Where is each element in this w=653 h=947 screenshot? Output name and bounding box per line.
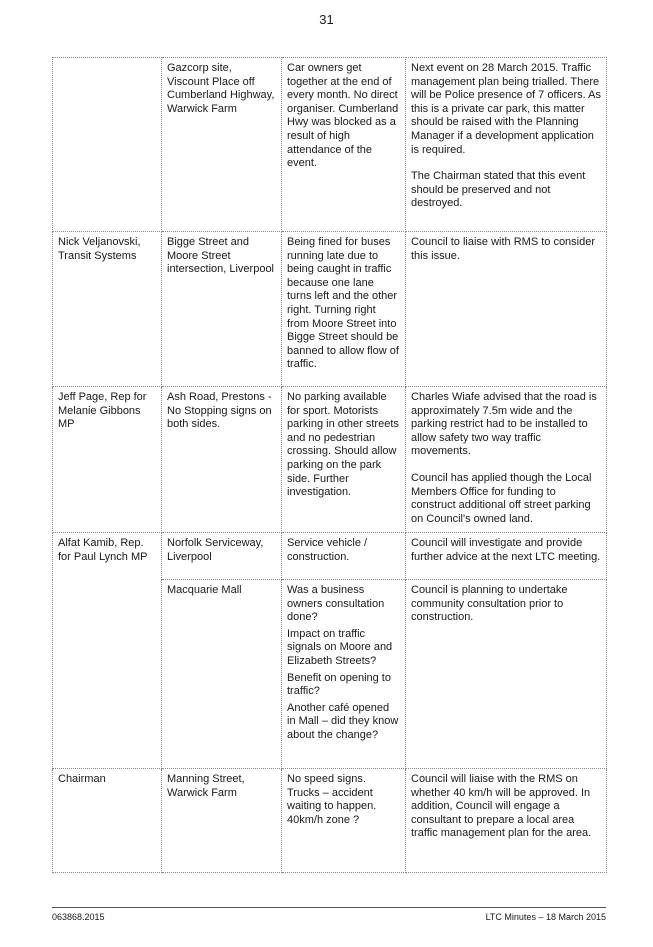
issue-text: Being fined for buses running late due to being caught in traffic because one lane turns left and the other right. Turning right from Moore Street into Bigge Street should be banned to allow flow of traffic. [287, 236, 399, 371]
issue-cell [282, 580, 406, 769]
response-text: Council will liaise with the RMS on whether 40 km/h will be approved. In addition, Council will engage a consultant to prepare a local area traffic management plan for the area. [411, 773, 592, 840]
raised-by-cell: Nick Veljanovski, Transit Systems [53, 232, 162, 387]
issue-cell [282, 387, 406, 533]
response-text: Next event on 28 March 2015. Traffic management plan being trialled. There will be Police presence of 7 officers. As this is a private car park, this matter should be raised with the Planning Manager if a development application is required. [411, 62, 601, 156]
response-text: The Chairman stated that this event should be preserved and not destroyed. [411, 170, 586, 210]
issue-text: No parking available for sport. Motorists parking in other streets and no pedestrian crossing. Should allow parking on the park side. Further investigation. [287, 391, 399, 499]
footer-document-number: 063868.2015 [52, 912, 105, 922]
raised-by-cell: Alfat Kamib, Rep. for Paul Lynch MP [53, 533, 162, 769]
response-cell [406, 58, 607, 232]
location-cell: Manning Street, Warwick Farm [162, 769, 282, 873]
response-text: Council is planning to undertake community consultation prior to construction. [411, 584, 568, 624]
issue-cell [282, 232, 406, 387]
minutes-table [52, 57, 607, 873]
footer-document-title: LTC Minutes – 18 March 2015 [485, 912, 606, 922]
issue-text: No speed signs. Trucks – accident waiting to happen. 40km/h zone ? [287, 773, 377, 826]
response-text: Council to liaise with RMS to consider this issue. [411, 236, 596, 262]
response-text: Council will investigate and provide further advice at the next LTC meeting. [411, 537, 601, 563]
issue-question: Benefit on opening to traffic? [287, 671, 391, 698]
response-text: Charles Wiafe advised that the road is approximately 7.5m wide and the parking restrict had to be installed to allow safety two way traffic movements. [411, 391, 597, 458]
response-cell [406, 769, 607, 873]
issue-question: Another café opened in Mall – did they know about the change? [287, 701, 399, 741]
raised-by-cell [53, 58, 162, 232]
response-cell [406, 580, 607, 769]
location-cell: Norfolk Serviceway, Liverpool [162, 533, 282, 580]
location-cell: Ash Road, Prestons - No Stopping signs on both sides. [162, 387, 282, 533]
location-cell: Bigge Street and Moore Street intersection, Liverpool [162, 232, 282, 387]
response-text: Council has applied though the Local Members Office for funding to construct additional off street parking on Council's owned land. [411, 471, 592, 525]
table-row [53, 58, 607, 232]
footer-divider [52, 907, 606, 908]
response-cell [406, 232, 607, 387]
location-cell: Macquarie Mall [162, 580, 282, 769]
issue-question: Was a business owners consultation done? [287, 584, 385, 624]
table-row [53, 387, 607, 533]
table-row [53, 769, 607, 873]
raised-by-cell: Jeff Page, Rep for Melanie Gibbons MP [53, 387, 162, 533]
issue-text: Service vehicle / construction. [287, 537, 368, 563]
issue-question: Impact on traffic signals on Moore and Elizabeth Streets? [287, 627, 393, 667]
response-cell [406, 533, 607, 580]
issue-cell [282, 769, 406, 873]
location-cell: Gazcorp site, Viscount Place off Cumberland Highway, Warwick Farm [162, 58, 282, 232]
response-cell [406, 387, 607, 533]
page-number: 31 [319, 12, 334, 27]
table-row [53, 232, 607, 387]
raised-by-cell: Chairman [53, 769, 162, 873]
table-row [53, 533, 607, 580]
issue-cell [282, 533, 406, 580]
issue-text: Car owners get together at the end of every month. No direct organiser. Cumberland Hwy was blocked as a result of high attendance of the event. [287, 62, 399, 170]
issue-cell [282, 58, 406, 232]
